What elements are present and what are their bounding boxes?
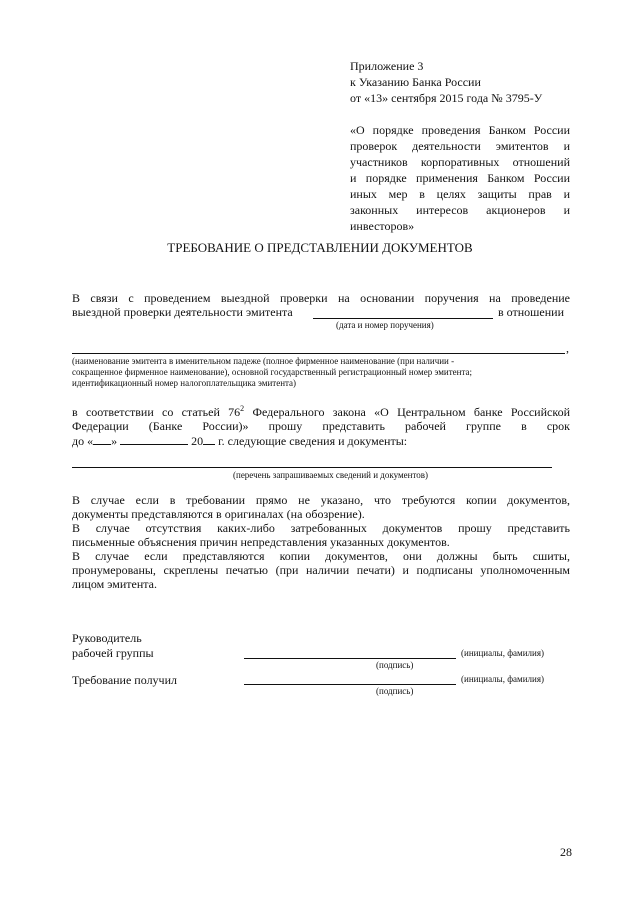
initials-caption: (инициалы, фамилия) [461, 648, 544, 658]
received-signature-blank[interactable] [244, 684, 456, 685]
issuer-caption: сокращенное фирменное наименование), основной государственный регистрационный номер эмитента; [72, 367, 473, 377]
article-superscript: 2 [240, 404, 245, 413]
reference-line: инвесторов» [350, 219, 415, 233]
reference-line: участников корпоративных отношений [350, 155, 570, 169]
reference-line: законных интересов акционеров и [350, 203, 570, 217]
appendix-directive: к Указанию Банка России [350, 75, 481, 89]
note-line: лицом эмитента. [72, 577, 157, 591]
issuer-caption: идентификационный номер налогоплательщика эмитента) [72, 378, 297, 388]
intro-line: В связи с проведением выездной проверки на основании поручения на проведение [72, 291, 570, 305]
request-line [72, 405, 570, 419]
note-line: пронумерованы, скреплены печатью (при наличии печати) и подписаны уполномоченным [72, 563, 570, 577]
issuer-comma: , [566, 341, 569, 355]
note-line: В случае отсутствия каких-либо затребованных документов прошу представить [72, 521, 570, 535]
reference-line: проверок деятельности эмитентов и [350, 139, 570, 153]
note-line: письменные объяснения причин непредставления указанных документов. [72, 535, 450, 549]
intro-line: выездной проверки деятельности эмитента [72, 305, 293, 319]
request-text: Федерального закона «О Центральном банке Российской [244, 405, 570, 419]
initials-caption: (инициалы, фамилия) [461, 674, 544, 684]
day-blank[interactable] [93, 433, 111, 445]
head-label: Руководитель [72, 631, 142, 645]
documents-blank[interactable] [72, 467, 552, 468]
note-line: В случае если представляются копии документов, они должны быть сшиты, [72, 549, 570, 563]
appendix-date: от «13» сентября 2015 года № 3795-У [350, 91, 543, 105]
year-prefix: 20 [191, 434, 204, 448]
note-line: документы представляются в оригиналах (на обозрение). [72, 507, 365, 521]
head-signature-blank[interactable] [244, 658, 456, 659]
request-line: Федерации (Банке России)» прошу представить рабочей группе в срок [72, 419, 570, 433]
month-blank[interactable] [120, 433, 188, 445]
signature-caption: (подпись) [376, 686, 414, 696]
deadline-text: до « [72, 434, 94, 448]
issuer-blank[interactable] [72, 353, 565, 354]
document-title: ТРЕБОВАНИЕ О ПРЕДСТАВЛЕНИИ ДОКУМЕНТОВ [167, 240, 473, 255]
order-blank[interactable] [313, 318, 493, 319]
year-blank[interactable] [203, 433, 215, 445]
reference-line: «О порядке проведения Банком России [350, 123, 570, 137]
reference-line: и порядке применения Банком России [350, 171, 570, 185]
signature-caption: (подпись) [376, 660, 414, 670]
received-label: Требование получил [72, 673, 178, 687]
deadline-text: » [111, 434, 118, 448]
appendix-number: Приложение 3 [350, 59, 424, 73]
request-text: в соответствии со статьей 76 [72, 405, 241, 419]
deadline-text: г. следующие сведения и документы: [215, 434, 408, 448]
head-label: рабочей группы [72, 646, 154, 660]
order-caption: (дата и номер поручения) [336, 320, 434, 330]
deadline-line [72, 433, 407, 448]
intro-line: в отношении [498, 305, 565, 319]
reference-line: иных мер в целях защиты прав и [350, 187, 570, 201]
issuer-caption: (наименование эмитента в именительном падеже (полное фирменное наименование (при наличии - [72, 356, 455, 366]
page-number: 28 [560, 845, 572, 859]
note-line: В случае если в требовании прямо не указано, что требуются копии документов, [72, 493, 570, 507]
documents-caption: (перечень запрашиваемых сведений и документов) [233, 470, 429, 480]
